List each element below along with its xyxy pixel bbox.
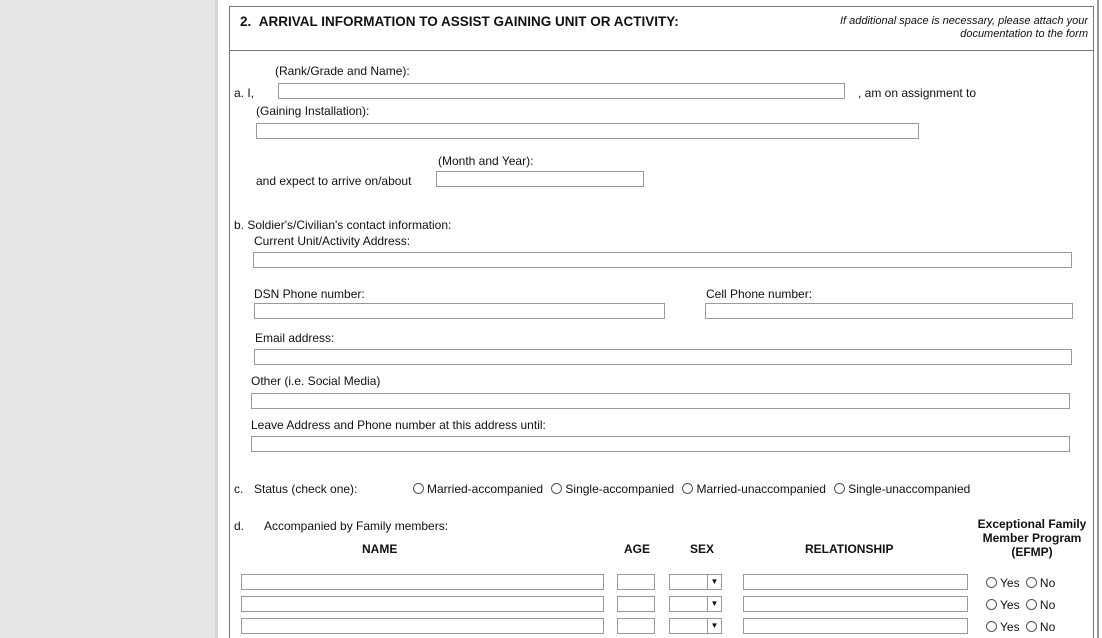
family-name-input[interactable]: [241, 618, 604, 634]
efmp-yes-radio[interactable]: [986, 599, 997, 610]
family-relationship-input[interactable]: [743, 574, 968, 590]
email-input[interactable]: [254, 349, 1072, 365]
radio-icon[interactable]: [413, 483, 424, 494]
assignment-suffix: , am on assignment to: [858, 86, 977, 100]
efmp-yes-radio[interactable]: [986, 621, 997, 632]
month-year-label: (Month and Year):: [438, 154, 534, 168]
family-age-input[interactable]: [617, 618, 655, 634]
no-label: No: [1039, 576, 1056, 590]
part-a-prefix: a. I,: [234, 86, 255, 100]
radio-icon[interactable]: [551, 483, 562, 494]
family-sex-select[interactable]: [669, 574, 722, 590]
col-header-efmp: Exceptional Family Member Program (EFMP): [977, 517, 1087, 559]
col-header-relationship: RELATIONSHIP: [805, 542, 894, 556]
efmp-yes-radio[interactable]: [986, 577, 997, 588]
status-option-married-accompanied[interactable]: Married-accompanied: [413, 482, 543, 496]
efmp-no-radio[interactable]: [1026, 621, 1037, 632]
efmp-no-radio[interactable]: [1026, 577, 1037, 588]
efmp-no-radio[interactable]: [1026, 599, 1037, 610]
gutter-divider: [215, 0, 218, 638]
other-social-label: Other (i.e. Social Media): [251, 374, 381, 388]
yes-label: Yes: [1000, 620, 1020, 634]
other-social-input[interactable]: [251, 393, 1070, 409]
leave-address-label: Leave Address and Phone number at this address until:: [251, 418, 546, 432]
status-label: Status (check one):: [254, 482, 358, 496]
dsn-phone-label: DSN Phone number:: [254, 287, 365, 301]
col-header-name: NAME: [362, 542, 398, 556]
chevron-down-icon[interactable]: ▼: [707, 575, 721, 589]
family-sex-select[interactable]: [669, 596, 722, 612]
status-option-married-unaccompanied[interactable]: Married-unaccompanied: [682, 482, 825, 496]
form-section-frame: [229, 6, 1094, 638]
gaining-installation-input[interactable]: [256, 123, 919, 139]
dsn-phone-input[interactable]: [254, 303, 665, 319]
family-sex-select[interactable]: [669, 618, 722, 634]
page-edge: [1097, 0, 1099, 638]
efmp-radio-group: [986, 576, 1055, 590]
gaining-installation-label: (Gaining Installation):: [256, 104, 370, 118]
section-title: 2. ARRIVAL INFORMATION TO ASSIST GAINING UNIT OR ACTIVITY:: [240, 14, 679, 29]
radio-icon[interactable]: [682, 483, 693, 494]
family-name-input[interactable]: [241, 596, 604, 612]
rank-grade-label: (Rank/Grade and Name):: [275, 64, 410, 78]
arrival-month-year-input[interactable]: [436, 171, 644, 187]
efmp-radio-group: [986, 620, 1055, 634]
efmp-radio-group: [986, 598, 1055, 612]
current-address-input[interactable]: [253, 252, 1072, 268]
chevron-down-icon[interactable]: ▼: [707, 619, 721, 633]
arrive-label: and expect to arrive on/about: [256, 174, 412, 188]
status-option-single-unaccompanied[interactable]: Single-unaccompanied: [834, 482, 970, 496]
header-divider: [230, 50, 1093, 51]
family-age-input[interactable]: [617, 574, 655, 590]
col-header-sex: SEX: [690, 542, 715, 556]
radio-icon[interactable]: [834, 483, 845, 494]
cell-phone-input[interactable]: [705, 303, 1073, 319]
family-relationship-input[interactable]: [743, 596, 968, 612]
family-age-input[interactable]: [617, 596, 655, 612]
yes-label: Yes: [1000, 576, 1020, 590]
section-note: If additional space is necessary, please attach your documentation to the form: [839, 15, 1088, 40]
chevron-down-icon[interactable]: ▼: [707, 597, 721, 611]
email-label: Email address:: [255, 331, 335, 345]
rank-grade-name-input[interactable]: [278, 83, 845, 99]
status-radio-group: [413, 482, 975, 496]
part-c-prefix: c.: [234, 482, 244, 496]
no-label: No: [1039, 620, 1056, 634]
contact-info-heading: b. Soldier's/Civilian's contact information:: [234, 218, 452, 232]
yes-label: Yes: [1000, 598, 1020, 612]
status-option-single-accompanied[interactable]: Single-accompanied: [551, 482, 674, 496]
family-members-label: Accompanied by Family members:: [264, 519, 449, 533]
leave-address-input[interactable]: [251, 436, 1070, 452]
family-relationship-input[interactable]: [743, 618, 968, 634]
current-address-label: Current Unit/Activity Address:: [254, 234, 411, 248]
family-name-input[interactable]: [241, 574, 604, 590]
part-d-prefix: d.: [234, 519, 245, 533]
left-gutter: [0, 0, 215, 638]
col-header-age: AGE: [624, 542, 651, 556]
no-label: No: [1039, 598, 1056, 612]
cell-phone-label: Cell Phone number:: [706, 287, 813, 301]
